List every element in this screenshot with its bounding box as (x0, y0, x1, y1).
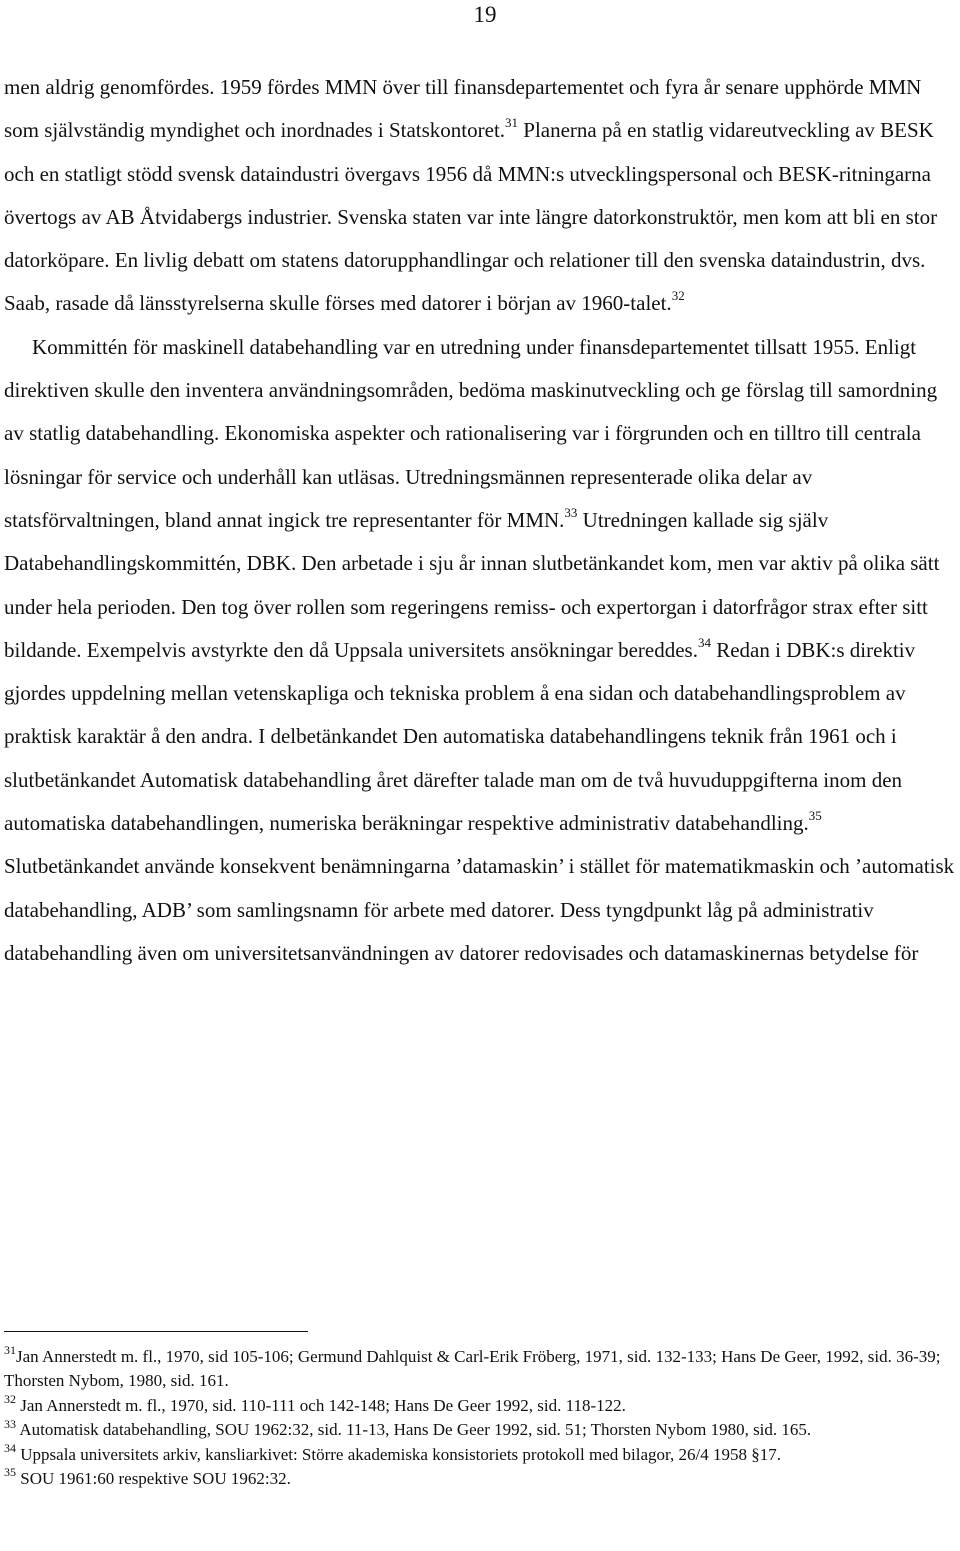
paragraph-1 (4, 66, 956, 326)
paragraph-1-text-b: Planerna på en statlig vidareutveckling av BESK och en statligt stödd svensk dataindustri övergavs 1956 då MMN:s utvecklingspersonal och BESK-ritningarna övertogs av AB Åtvidabergs industrier. Svenska staten var inte längre datorkonstruktör, men kom att bli en stor datorköpare. En livlig debatt om statens datorupphandlingar och relationer till den svenska dataindustrin, dvs. Saab, rasade då länsstyrelserna skulle förses med datorer i början av 1960-talet. (4, 118, 938, 316)
footnotes (4, 1345, 956, 1491)
footnote-text: Uppsala universitets arkiv, kansliarkivet: Större akademiska konsistoriets protokoll med bilagor, 26/4 1958 §17. (20, 1444, 781, 1464)
footnote-separator (4, 1331, 308, 1332)
footnote-number: 35 (4, 1465, 16, 1480)
footnote-number: 31 (4, 1343, 16, 1358)
footnote (4, 1394, 956, 1418)
footnote-text: Automatisk databehandling, SOU 1962:32, sid. 11-13, Hans De Geer 1992, sid. 51; Thorsten Nybom 1980, sid. 165. (19, 1420, 812, 1440)
paragraph-2-text-d: Slutbetänkandet använde konsekvent benämningarna ’datamaskin’ i stället för matematikmaskin och ’automatisk databehandling, ADB’ som samlingsnamn för arbete med datorer. Dess tyngdpunkt låg på administrativ databehandling även om universitetsanvändningen av datorer redovisades och datamaskinernas betydelse för (4, 854, 955, 965)
footnote-text: Jan Annerstedt m. fl., 1970, sid. 110-111 och 142-148; Hans De Geer 1992, sid. 118-122. (20, 1395, 626, 1415)
footnote (4, 1467, 956, 1491)
paragraph-2-text-c: Redan i DBK:s direktiv gjordes uppdelning mellan vetenskapliga och tekniska problem å ena sidan och databehandlingsproblem av praktisk karaktär å den andra. I delbetänkandet Den automatiska databehandlingens teknik från 1961 och i slutbetänkandet Automatisk databehandling året därefter talade man om de två huvuduppgifterna inom den automatiska databehandlingen, numeriska beräkningar respektive administrativ databehandling. (4, 637, 916, 836)
footnote-number: 34 (4, 1440, 16, 1455)
footnote-number: 32 (4, 1392, 16, 1407)
footnote (4, 1440, 956, 1467)
footnote-text: SOU 1961:60 respektive SOU 1962:32. (20, 1469, 291, 1489)
paragraph-2-text-a: Kommittén för maskinell databehandling var en utredning under finansdepartementet tillsatt 1955. Enligt direktiven skulle den inventera användningsområden, bedöma maskinutveckling och ge förslag till samordning av statlig databehandling. Ekonomiska aspekter och rationalisering var i förgrunden och en tilltro till centrala lösningar för service och underhåll kan utläsas. Utredningsmännen representerade olika delar av statsförvaltningen, bland annat ingick tre representanter för MMN. (4, 334, 938, 532)
body-text (4, 66, 956, 975)
footnote-text: Jan Annerstedt m. fl., 1970, sid 105-106; Germund Dahlquist & Carl-Erik Fröberg, 1971, sid. 132-133; Hans De Geer, 1992, sid. 36-39; Thorsten Nybom, 1980, sid. 161. (4, 1347, 941, 1391)
footnote-number: 33 (4, 1416, 16, 1431)
paragraph-2 (4, 326, 956, 975)
footnote-ref-34: 34 (697, 634, 711, 650)
footnote-ref-32: 32 (671, 288, 685, 304)
page-number: 19 (473, 2, 497, 27)
footnote (4, 1418, 956, 1442)
paragraph-1-text-a: men aldrig genomfördes. 1959 fördes MMN över till finansdepartementet och fyra år senare upphörde MMN som självständig myndighet och inordnades i Statskontoret. (4, 75, 922, 143)
footnote-ref-33: 33 (564, 504, 578, 520)
footnote-ref-31: 31 (505, 115, 519, 131)
footnote-ref-35: 35 (808, 808, 822, 824)
paragraph-2-text-b: Utredningen kallade sig själv Databehandlingskommittén, DBK. Den arbetade i sju år innan slutbetänkandet kom, men var aktiv på olika sätt under hela perioden. Den tog över rollen som regeringens remiss- och expertorgan i datorfrågor strax efter sitt bildande. Exempelvis avstyrkte den då Uppsala universitets ansökningar bereddes. (4, 507, 940, 662)
footnote (4, 1345, 956, 1394)
